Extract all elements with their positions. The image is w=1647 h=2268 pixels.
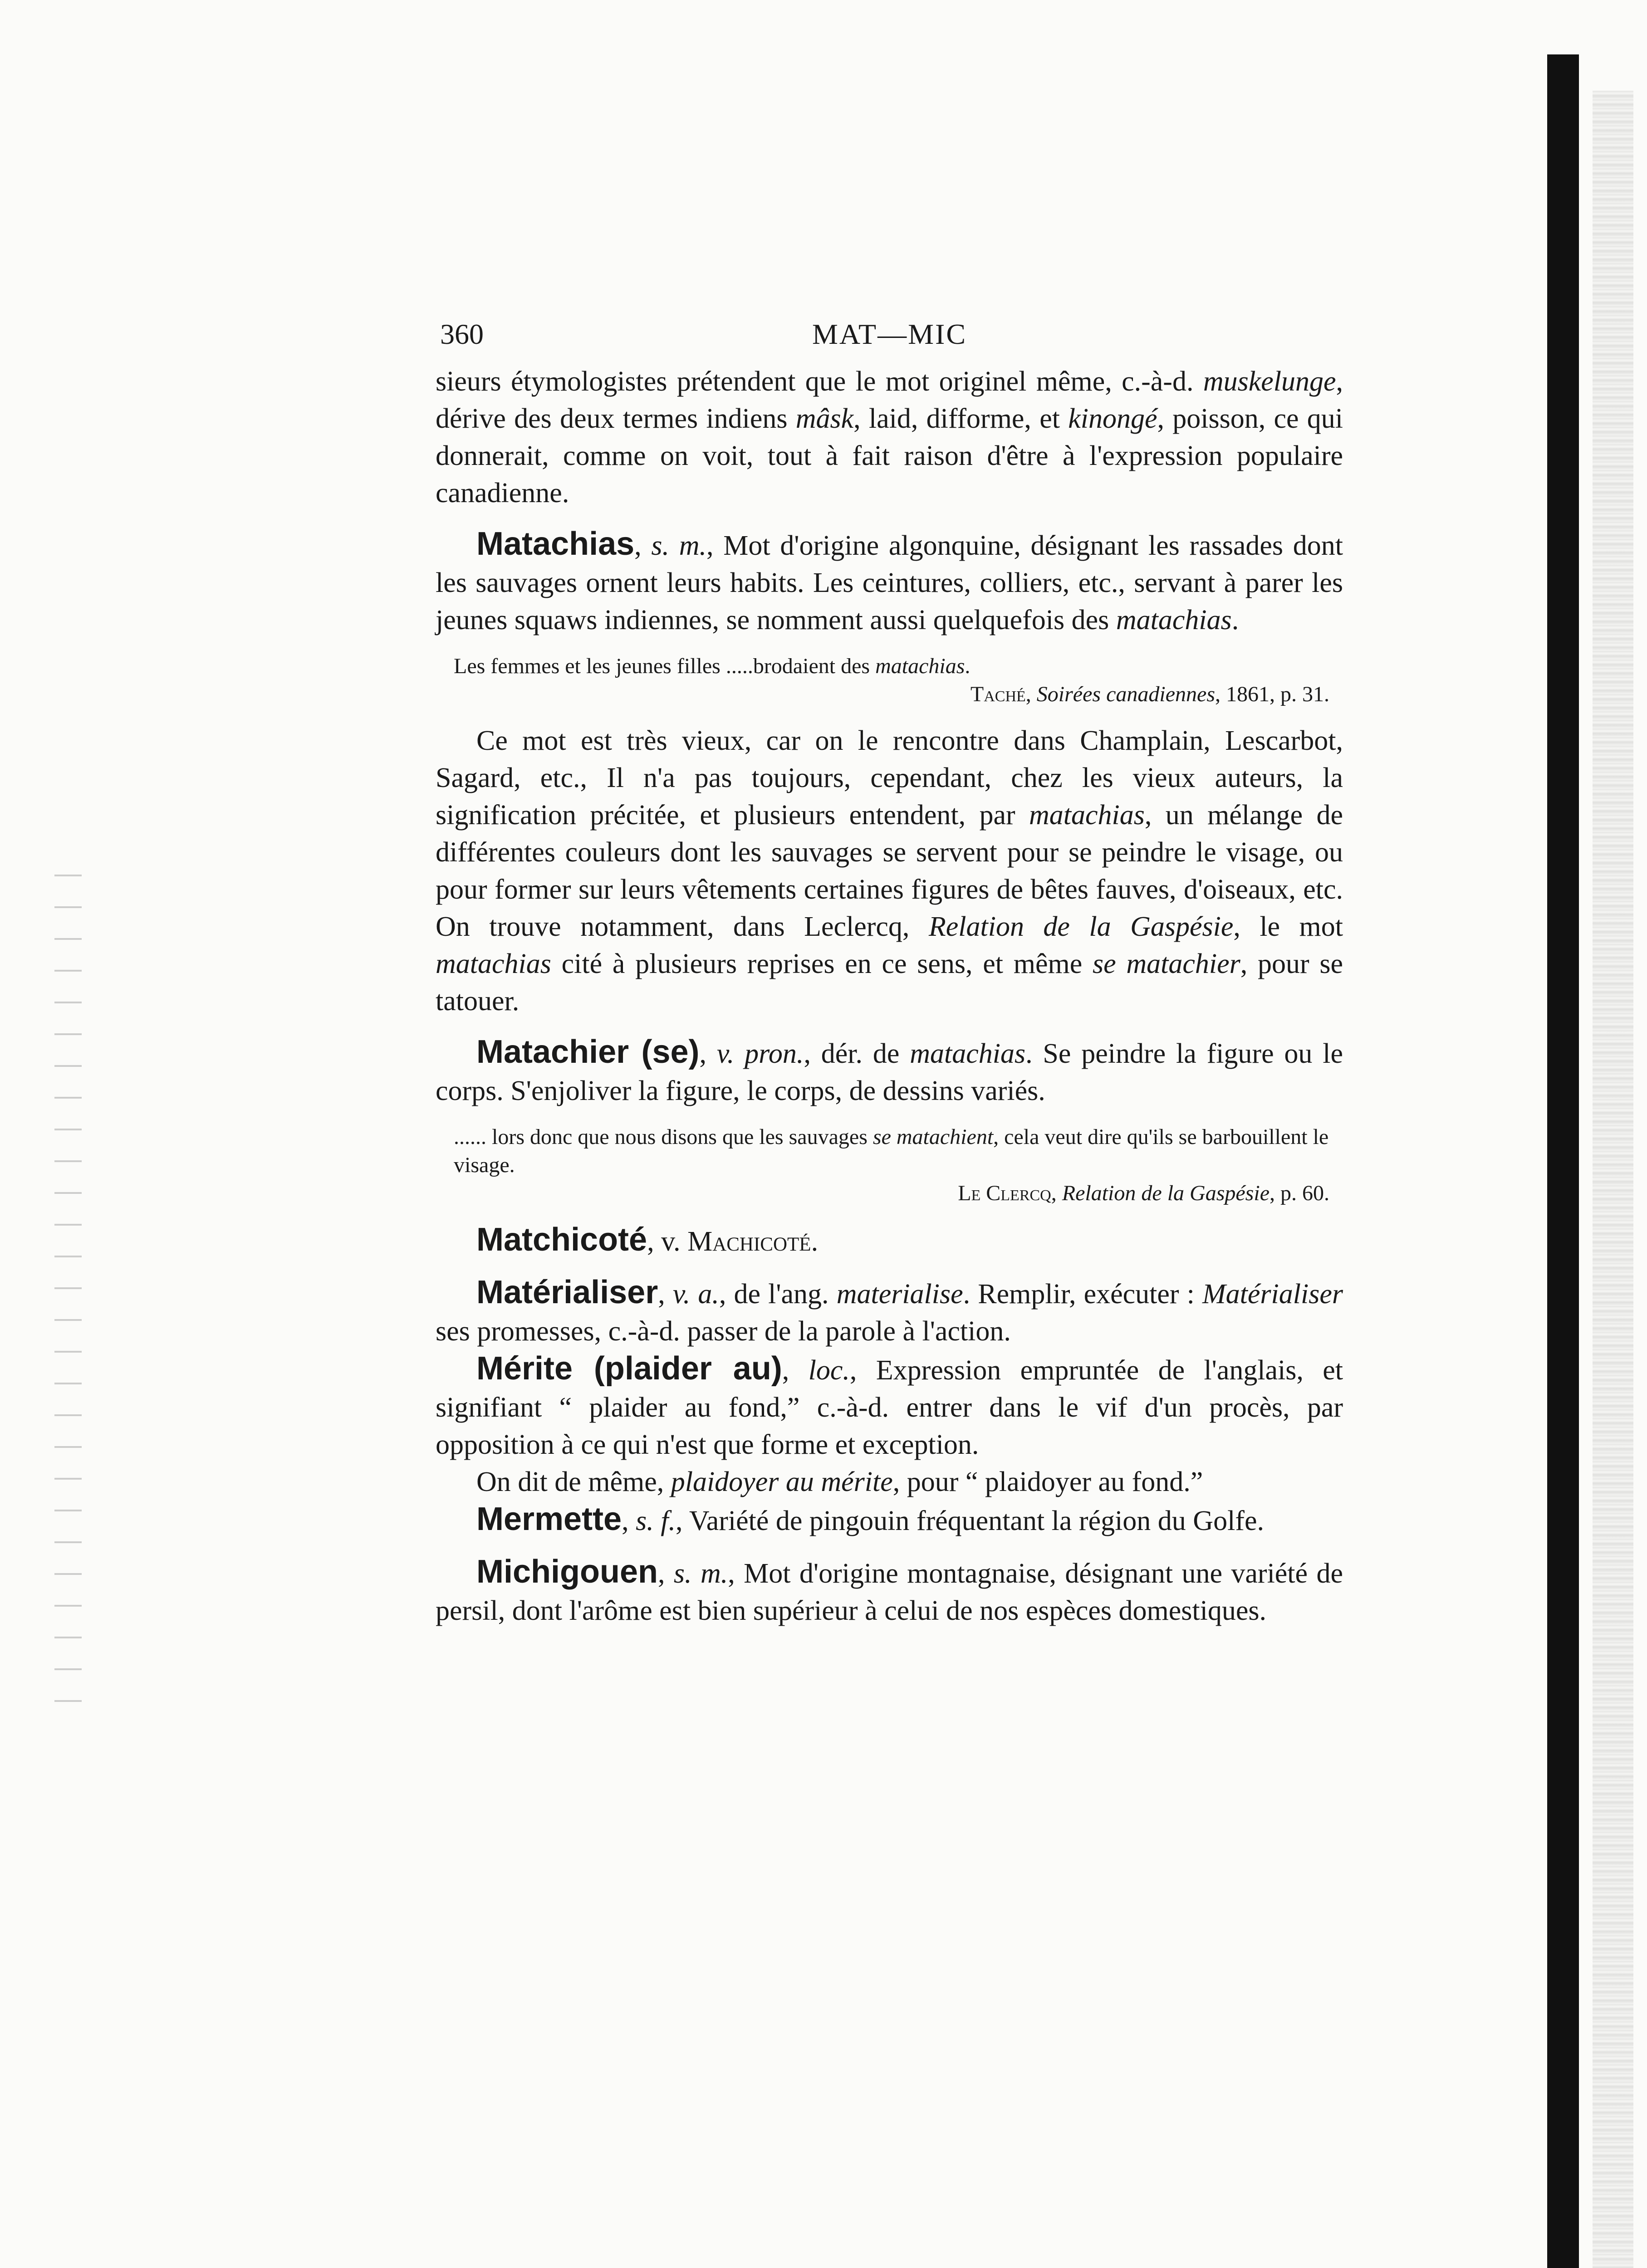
citation-source: Le Clercq, Relation de la Gaspésie, p. 60. <box>958 1181 1329 1205</box>
headword: Matérialiser <box>476 1274 658 1310</box>
binding-edge <box>1547 54 1579 2268</box>
dictionary-page <box>436 318 1343 1629</box>
headword: Matachias <box>476 526 635 562</box>
grammar-tag: v. pron. <box>716 1038 804 1069</box>
entry-definition: Mérite (plaider au), loc., Expression empruntée de l'anglais, et signifiant “ plaider au fond,” c.-à-d. entrer dans le vif d'un procès, par opposition à ce qui n'est que forme et exception. <box>436 1350 1343 1460</box>
entry-matachias <box>436 525 1343 1020</box>
entry-note: Ce mot est très vieux, car on le rencontre dans Champlain, Lescarbot, Sagard, etc., Il n'a pas toujours, cependant, chez les vieux auteurs, la signification précitée, et plusieurs entendent, par matachias, un mélange de différentes couleurs dont les sauvages se servent pour se peindre le visage, ou pour former sur leurs vêtements certaines figures de bêtes fauves, d'oiseaux, etc. On trouve notamment, dans Leclercq, Relation de la Gaspésie, le mot matachias cité à plusieurs reprises en ce sens, et même se matachier, pour se tatouer. <box>436 725 1343 1017</box>
page-number: 360 <box>440 318 484 350</box>
grammar-tag: loc. <box>808 1355 850 1386</box>
entry-michigouen: Michigouen, s. m., Mot d'origine montagnaise, désignant une variété de persil, dont l'arôme est bien supérieur à celui de nos espèces domestiques. <box>436 1554 1343 1626</box>
grammar-tag: s. f. <box>636 1505 676 1536</box>
entry-matchicote: Matchicoté, v. Machicoté. <box>476 1222 819 1258</box>
entry-continuation: sieurs étymologistes prétendent que le mot originel même, c.-à-d. muskelunge, dérive des deux termes indiens mâsk, laid, difforme, et kinongé, poisson, ce qui donnerait, comme on voit, tout à fait raison d'être à l'expression populaire canadienne. <box>436 366 1343 508</box>
entry-definition: Matachias, s. m., Mot d'origine algonquine, désignant les rassades dont les sauvages ornent leurs habits. Les ceintures, colliers, etc., servant à parer les jeunes squaws indiennes, se nomment aussi quelquefois des matachias. <box>436 526 1343 635</box>
entry-matachier <box>436 1033 1343 1207</box>
cross-reference: Machicoté <box>687 1226 811 1257</box>
grammar-tag: v. a. <box>672 1279 719 1310</box>
entry-mermette: Mermette, s. f., Variété de pingouin fréquentant la région du Golfe. <box>476 1501 1264 1537</box>
scan-margin-speckle <box>54 862 82 1724</box>
headword: Matachier (se) <box>476 1034 700 1070</box>
citation-source: Taché, Soirées canadiennes, 1861, p. 31. <box>970 682 1329 706</box>
running-head: MAT—MIC <box>812 318 967 350</box>
entry-merite <box>436 1350 1343 1501</box>
headword: Mérite (plaider au) <box>476 1350 782 1387</box>
headword: Mermette <box>476 1501 622 1537</box>
citation: ...... lors donc que nous disons que les sauvages se matachient, cela veut dire qu'ils se barbouillent le visage. Le Clercq, Relation de la Gaspésie, p. 60. <box>436 1123 1343 1207</box>
headword: Matchicoté <box>476 1222 647 1258</box>
page-header <box>436 318 1343 363</box>
scan-edge-shadow <box>1593 91 1633 2268</box>
grammar-tag: s. m. <box>651 530 707 561</box>
grammar-tag: s. m. <box>673 1558 728 1589</box>
headword: Michigouen <box>476 1554 658 1590</box>
entry-note: On dit de même, plaidoyer au mérite, pour “ plaidoyer au fond.” <box>476 1466 1203 1497</box>
entry-definition: Matachier (se), v. pron., dér. de matachias. Se peindre la figure ou le corps. S'enjoliver la figure, le corps, de dessins variés. <box>436 1034 1343 1106</box>
entry-materialiser: Matérialiser, v. a., de l'ang. materialise. Remplir, exécuter : Matérialiser ses promesses, c.-à-d. passer de la parole à l'action. <box>436 1274 1343 1347</box>
citation: Les femmes et les jeunes filles .....brodaient des matachias. Taché, Soirées canadiennes, 1861, p. 31. <box>436 652 1343 709</box>
